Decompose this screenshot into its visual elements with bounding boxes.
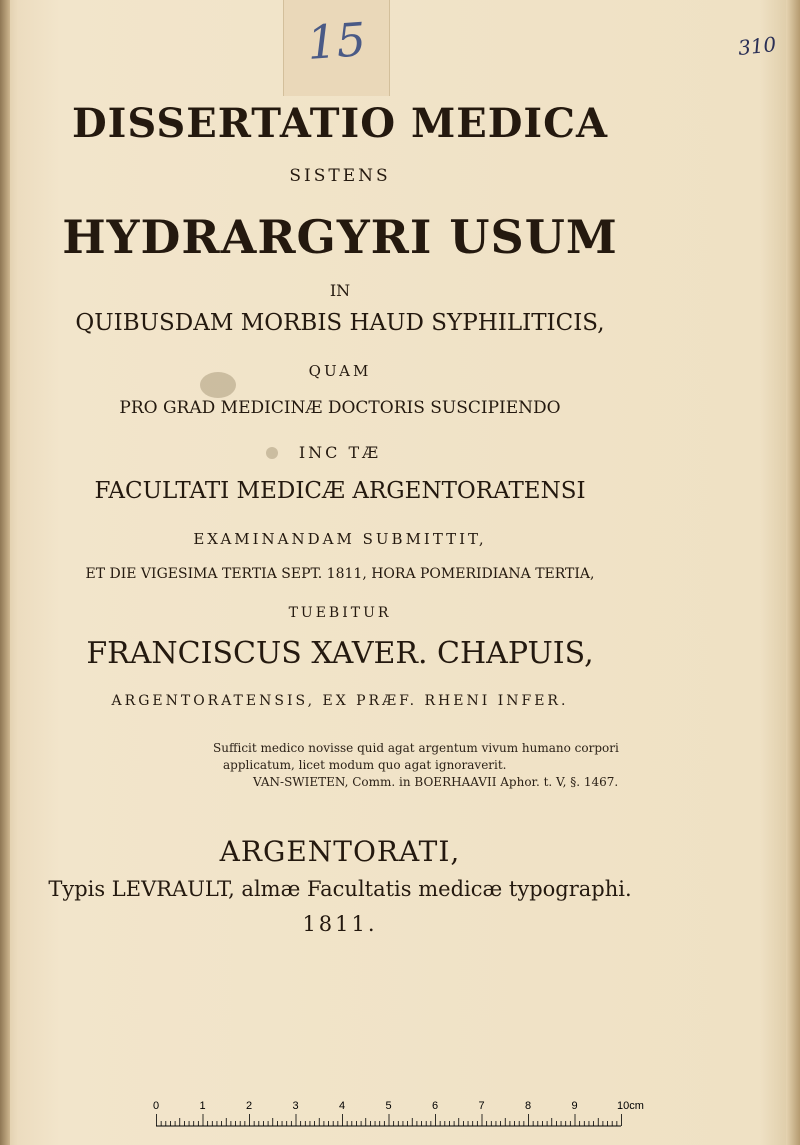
title-line-12: TUEBITUR [288,605,392,621]
shelf-number: 15 [305,12,368,70]
ruler-label: 0 [153,1100,160,1112]
shelf-label [283,0,390,96]
ruler-label: 4 [339,1100,346,1112]
title-line-8: INC TÆ [298,443,382,462]
ruler-label: 2 [246,1100,253,1112]
title-line-9: FACULTATI MEDICÆ ARGENTORATENSI [94,478,586,504]
ruler-label: 1 [199,1100,206,1112]
corner-number: 310 [736,32,778,60]
ruler-label: 8 [525,1100,532,1112]
right-page-edge [786,0,800,1145]
title-line-1: DISSERTATIO MEDICA [71,100,609,147]
title-line-7: PRO GRAD MEDICINÆ DOCTORIS SUSCIPIENDO [119,398,561,418]
author-origin: ARGENTORATENSIS, EX PRÆF. RHENI INFER. [111,693,569,709]
title-line-11: ET DIE VIGESIMA TERTIA SEPT. 1811, HORA POMERIDIANA TERTIA, [85,566,595,582]
title-line-6: QUAM [308,362,372,380]
ruler-label: 3 [292,1100,299,1112]
ruler-label: 5 [385,1100,392,1112]
title-line-4: IN [329,281,351,300]
epigraph [213,740,623,791]
imprint-city: ARGENTORATI, [219,835,461,868]
imprint-printer: Typis LEVRAULT, almæ Facultatis medicæ typographi. [48,877,632,901]
epigraph-line-1: Sufficit medico novisse quid agat argentum vivum humano corpori [213,741,619,755]
ruler-label: 6 [432,1100,439,1112]
scale-ruler [153,1100,644,1130]
author-name: FRANCISCUS XAVER. CHAPUIS, [86,636,594,671]
epigraph-line-3: VAN-SWIETEN, Comm. in BOERHAAVII Aphor. t. V, §. 1467. [253,775,619,789]
title-line-5: QUIBUSDAM MORBIS HAUD SYPHILITICIS, [75,310,605,336]
epigraph-line-2: applicatum, licet modum quo agat ignoraverit. [223,758,507,772]
title-line-10: EXAMINANDAM SUBMITTIT, [193,530,487,548]
ruler-label: 10cm [617,1100,644,1112]
imprint-year: 1811. [302,912,378,936]
ruler-ticks [156,1100,626,1130]
ruler-label: 9 [571,1100,578,1112]
ruler-label: 7 [478,1100,485,1112]
title-line-3: HYDRARGYRI USUM [62,210,618,264]
title-line-2: SISTENS [289,166,391,186]
